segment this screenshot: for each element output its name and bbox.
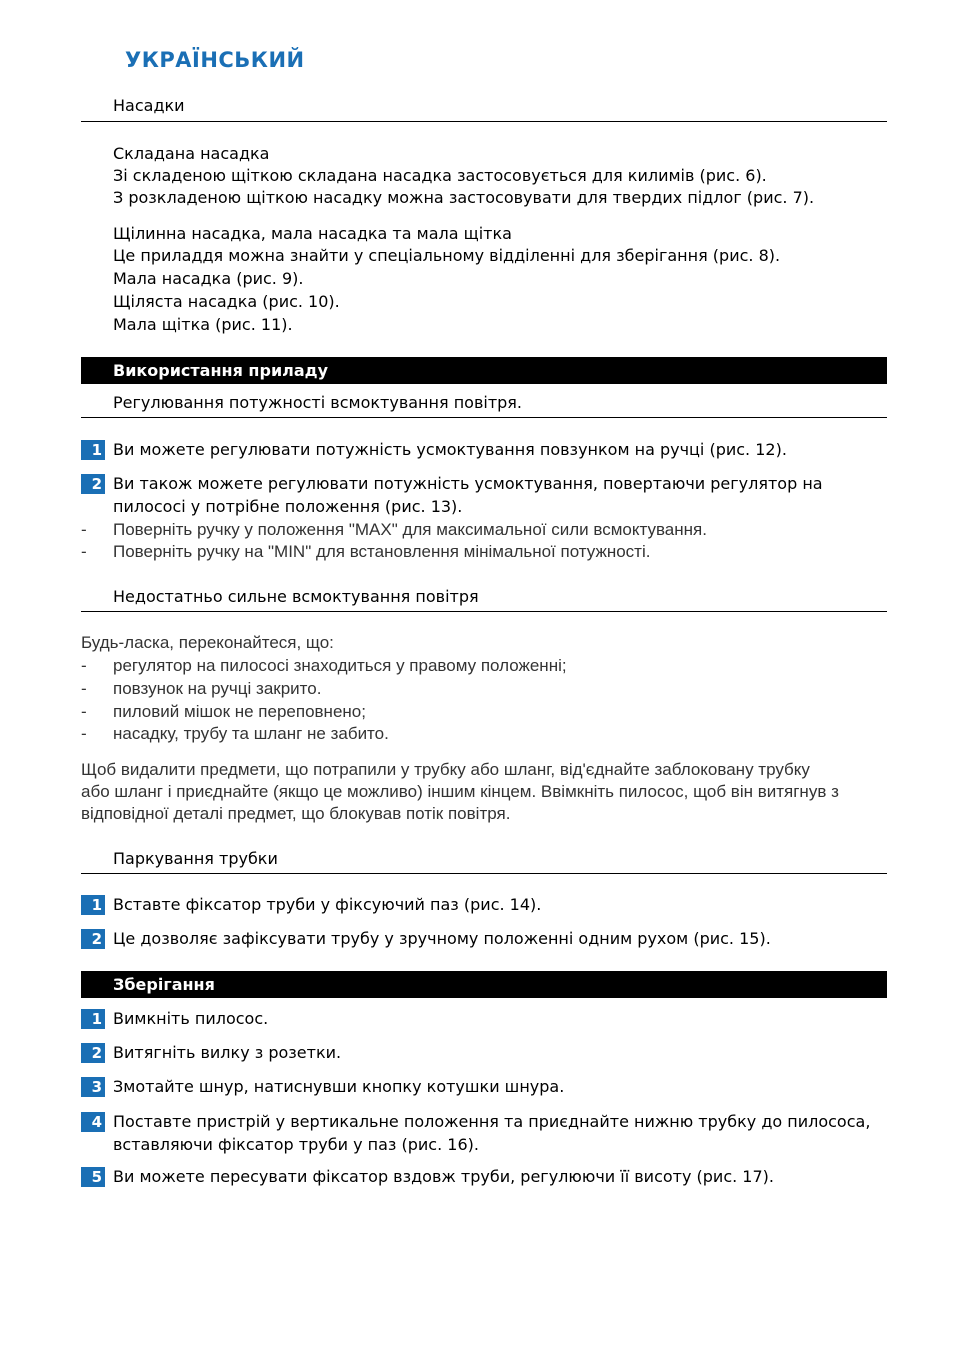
step-text: Це дозволяє зафіксувати трубу у зручному положенні одним рухом (рис. 15). <box>113 929 771 948</box>
step-text: вставляючи фіксатор труби у паз (рис. 16). <box>113 1135 479 1154</box>
paragraph-line: або шланг і приєднайте (якщо це можливо) іншим кінцем. Ввімкніть пилосос, щоб він витягнув з <box>81 782 839 801</box>
small-attachments-line: Мала щітка (рис. 11). <box>113 315 293 334</box>
divider <box>81 873 887 874</box>
step-text: Вимкніть пилосос. <box>113 1009 269 1028</box>
intro-text: Будь-ласка, переконайтеся, що: <box>81 633 334 652</box>
step-text: пилососі у потрібне положення (рис. 13). <box>113 497 463 516</box>
step-number: 1 <box>81 440 105 460</box>
step-number: 4 <box>81 1112 105 1132</box>
paragraph-line: відповідної деталі предмет, що блокував потік повітря. <box>81 804 511 823</box>
section-heading-attachments: Насадки <box>113 96 185 115</box>
bullet-dash: - <box>81 679 87 698</box>
step-text: Витягніть вилку з розетки. <box>113 1043 342 1062</box>
bullet-dash: - <box>81 542 87 561</box>
step-text: Ви також можете регулювати потужність усмоктування, повертаючи регулятор на <box>113 474 823 493</box>
bullet-text: пиловий мішок не переповнено; <box>113 702 366 721</box>
step-text: Поставте пристрій у вертикальне положення та приєднайте нижню трубку до пилососа, <box>113 1112 871 1131</box>
paragraph-line: Щоб видалити предмети, що потрапили у трубку або шланг, від'єднайте заблоковану трубку <box>81 760 810 779</box>
section-bar-usage: Використання приладу <box>81 357 887 384</box>
folding-line: З розкладеною щіткою насадку можна застосовувати для твердих підлог (рис. 7). <box>113 188 815 207</box>
bullet-dash: - <box>81 702 87 721</box>
step-number: 2 <box>81 1043 105 1063</box>
language-header: УКРАЇНСЬКИЙ <box>125 48 305 72</box>
step-number: 5 <box>81 1167 105 1187</box>
bullet-text: насадку, трубу та шланг не забито. <box>113 724 389 743</box>
bullet-text: Поверніть ручку у положення "MAX" для максимальної сили всмоктування. <box>113 520 707 539</box>
bullet-dash: - <box>81 724 87 743</box>
step-text: Ви можете пересувати фіксатор вздовж труби, регулюючи її висоту (рис. 17). <box>113 1167 774 1186</box>
step-text: Вставте фіксатор труби у фіксуючий паз (рис. 14). <box>113 895 542 914</box>
step-number: 2 <box>81 474 105 494</box>
section-heading-suction: Регулювання потужності всмоктування повітря. <box>113 393 522 412</box>
bullet-dash: - <box>81 656 87 675</box>
small-attachments-title: Щілинна насадка, мала насадка та мала щітка <box>113 224 512 243</box>
bullet-text: Поверніть ручку на "MIN" для встановлення мінімальної потужності. <box>113 542 651 561</box>
step-number: 3 <box>81 1077 105 1097</box>
small-attachments-line: Мала насадка (рис. 9). <box>113 269 304 288</box>
divider <box>81 611 887 612</box>
section-heading-parking: Паркування трубки <box>113 849 278 868</box>
divider <box>81 417 887 418</box>
small-attachments-line: Це приладдя можна знайти у спеціальному відділенні для зберігання (рис. 8). <box>113 246 781 265</box>
section-bar-storage: Зберігання <box>81 971 887 998</box>
step-number: 2 <box>81 929 105 949</box>
step-text: Ви можете регулювати потужність усмоктування повзунком на ручці (рис. 12). <box>113 440 787 459</box>
step-number: 1 <box>81 1009 105 1029</box>
section-heading-weak-suction: Недостатньо сильне всмоктування повітря <box>113 587 479 606</box>
bullet-dash: - <box>81 520 87 539</box>
step-number: 1 <box>81 895 105 915</box>
bullet-text: повзунок на ручці закрито. <box>113 679 322 698</box>
folding-title: Складана насадка <box>113 144 270 163</box>
folding-line: Зі складеною щіткою складана насадка застосовується для килимів (рис. 6). <box>113 166 767 185</box>
divider <box>81 121 887 122</box>
small-attachments-line: Щіляста насадка (рис. 10). <box>113 292 340 311</box>
bullet-text: регулятор на пилососі знаходиться у правому положенні; <box>113 656 567 675</box>
step-text: Змотайте шнур, натиснувши кнопку котушки шнура. <box>113 1077 565 1096</box>
